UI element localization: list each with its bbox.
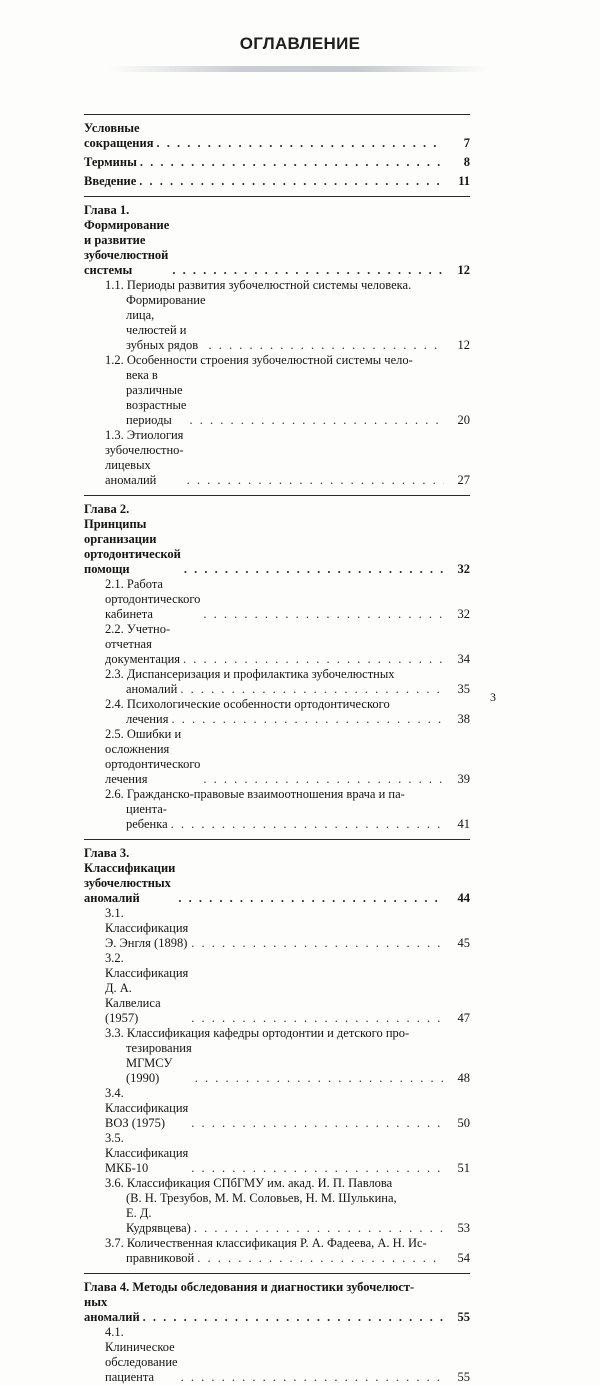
page-ref: 39: [457, 772, 470, 786]
page-ref: 50: [457, 1116, 470, 1130]
page-ref: 54: [457, 1251, 470, 1265]
page-ref: 53: [457, 1221, 470, 1235]
toc-entry-3-6[interactable]: 3.6. Классификация СПбГМУ им. акад. И. П. Павлова (В. Н. Трезубов, М. М. Соловьев, Н. М. Шулькина, Е. Д. Кудрявцева) . . . 53: [84, 1176, 470, 1236]
toc-entry-abbreviations[interactable]: Условные сокращения . . . 7: [84, 121, 470, 151]
toc-entry-1-3[interactable]: 1.3. Этиология зубочелюстно-лицевых аномалий . . . 27: [84, 428, 470, 488]
section-divider: [84, 495, 470, 496]
page-ref: 48: [457, 1071, 470, 1085]
page-ref: 51: [457, 1161, 470, 1175]
page-ref: 8: [463, 155, 470, 169]
page-ref: 45: [457, 936, 470, 950]
toc-chapter-2[interactable]: Глава 2. Принципы организации ортодонтической помощи . . . 32: [84, 502, 470, 577]
toc-entry-2-5[interactable]: 2.5. Ошибки и осложнения ортодонтического лечения . . . 39: [84, 727, 470, 787]
section-divider: [84, 839, 470, 840]
title-underline-bar: [108, 66, 488, 72]
toc-chapter-4[interactable]: Глава 4. Методы обследования и диагностики зубочелюст- ных аномалий . . . 55: [84, 1280, 470, 1325]
page-ref: 38: [457, 712, 470, 726]
toc-entry-2-6[interactable]: 2.6. Гражданско-правовые взаимоотношения врача и па- циента-ребенка . . . 41: [84, 787, 470, 832]
toc-entry-2-2[interactable]: 2.2. Учетно-отчетная документация . . . 34: [84, 622, 470, 667]
toc-entry-introduction[interactable]: Введение . . . 11: [84, 174, 470, 189]
page-ref: 27: [457, 473, 470, 487]
page-ref: 44: [457, 891, 470, 905]
toc-entry-3-3[interactable]: 3.3. Классификация кафедры ортодонтии и детского про- тезирования МГМСУ (1990) . . . 48: [84, 1026, 470, 1086]
toc-entry-2-1[interactable]: 2.1. Работа ортодонтического кабинета . . . 32: [84, 577, 470, 622]
toc-entry-3-7[interactable]: 3.7. Количественная классификация Р. А. Фадеева, А. Н. Ис- правниковой . . . 54: [84, 1236, 470, 1266]
section-divider: [84, 1273, 470, 1274]
section-divider: [84, 114, 470, 115]
toc-entry-3-1[interactable]: 3.1. Классификация Э. Энгля (1898) . . . 45: [84, 906, 470, 951]
page-ref: 35: [457, 682, 470, 696]
toc-chapter-3[interactable]: Глава 3. Классификации зубочелюстных аномалий . . . 44: [84, 846, 470, 906]
toc-entry-4-1[interactable]: 4.1. Клиническое обследование пациента . . . 55: [84, 1325, 470, 1385]
toc-entry-2-4[interactable]: 2.4. Психологические особенности ортодонтического лечения . . . 38: [84, 697, 470, 727]
page-ref: 34: [457, 652, 470, 666]
page-ref: 11: [458, 174, 470, 188]
page-number: 3: [490, 690, 496, 704]
page-ref: 20: [457, 413, 470, 427]
table-of-contents: [84, 107, 470, 1385]
page-ref: 12: [457, 263, 470, 277]
section-divider: [84, 196, 470, 197]
toc-entry-3-5[interactable]: 3.5. Классификация МКБ-10 . . . 51: [84, 1131, 470, 1176]
page-title: ОГЛАВЛЕНИЕ: [239, 34, 361, 53]
page-ref: 32: [457, 607, 470, 621]
page-ref: 47: [457, 1011, 470, 1025]
toc-entry-3-4[interactable]: 3.4. Классификация ВОЗ (1975) . . . 50: [84, 1086, 470, 1131]
page-ref: 41: [457, 817, 470, 831]
page-ref: 32: [457, 562, 470, 576]
page-ref: 7: [463, 136, 470, 150]
page-ref: 12: [457, 338, 470, 352]
toc-entry-1-2[interactable]: 1.2. Особенности строения зубочелюстной системы чело- века в различные возрастные периоды . . . 20: [84, 353, 470, 428]
toc-entry-2-3[interactable]: 2.3. Диспансеризация и профилактика зубочелюстных аномалий . . . 35: [84, 667, 470, 697]
toc-entry-terms[interactable]: Термины . . . 8: [84, 155, 470, 170]
toc-entry-3-2[interactable]: 3.2. Классификация Д. А. Калвелиса (1957) . . . 47: [84, 951, 470, 1026]
toc-entry-1-1[interactable]: 1.1. Периоды развития зубочелюстной системы человека. Формирование лица, челюстей и зубных рядов . . . 12: [84, 278, 470, 353]
toc-chapter-1[interactable]: Глава 1. Формирование и развитие зубочелюстной системы . . . 12: [84, 203, 470, 278]
page-ref: 55: [457, 1370, 470, 1384]
page-ref: 55: [457, 1310, 470, 1324]
